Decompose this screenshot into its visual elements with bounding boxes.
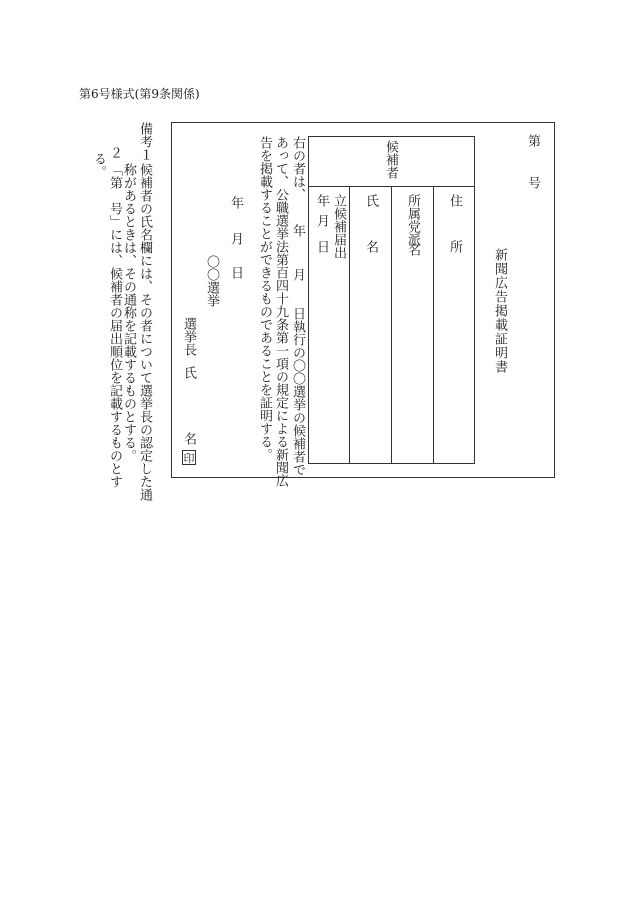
note2-line2: る。 — [91, 152, 106, 178]
note2-label: ２ — [107, 146, 122, 159]
signer-mei: 名 — [181, 432, 196, 445]
certification-line2: あって、公職選挙法第百四十九条第一項の規定による新聞広 — [273, 136, 288, 487]
table-column-divider — [349, 186, 350, 464]
document-title: 新聞広告掲載証明書 — [492, 248, 507, 374]
number-go: 号 — [525, 176, 540, 189]
note1-line2: 称があるときは、その通称を記載するものとする。 — [121, 163, 136, 462]
column-name-b: 名 — [363, 240, 378, 253]
column-name-a: 氏 — [363, 194, 378, 207]
column-date-c: 月 — [314, 214, 329, 227]
column-address-b: 所 — [447, 240, 462, 253]
notes-label: 備考１ — [137, 122, 152, 161]
table-column-divider — [391, 186, 392, 464]
table-column-divider — [433, 186, 434, 464]
issue-year: 年 — [228, 196, 243, 209]
column-party-a: 所属党派 — [405, 194, 420, 246]
column-party-b: 名 — [405, 243, 420, 256]
seal-mark: 印 — [183, 451, 195, 465]
issue-month: 月 — [228, 232, 243, 245]
column-date-a: 立候補届出 — [331, 194, 346, 259]
certification-line1-c: 月 — [290, 268, 305, 281]
column-address-a: 住 — [447, 194, 462, 207]
signer-title: 選挙長 — [181, 317, 196, 356]
table-group-header: 候補者 — [383, 140, 398, 179]
note1-line1: 候補者の氏名欄には、その者について選挙長の認定した通 — [137, 163, 152, 501]
certification-line1-b: 年 — [290, 224, 305, 237]
column-date-d: 日 — [314, 240, 329, 253]
number-dai: 第 — [525, 134, 540, 147]
signer-shi: 氏 — [181, 366, 196, 379]
issue-day: 日 — [228, 266, 243, 279]
election-name: 〇〇選挙 — [204, 255, 219, 307]
form-title: 第6号様式(第9条関係) — [79, 87, 200, 101]
certification-line1-a: 右の者は、 — [290, 136, 305, 201]
column-date-b: 年 — [314, 194, 329, 207]
note2-line1: 「第 号」には、候補者の届出順位を記載するものとす — [107, 163, 122, 488]
certification-line1-d: 日執行の〇〇選挙の候補者で — [290, 307, 305, 476]
certification-line3: 告を掲載することができるものであることを証明する。 — [257, 136, 272, 461]
